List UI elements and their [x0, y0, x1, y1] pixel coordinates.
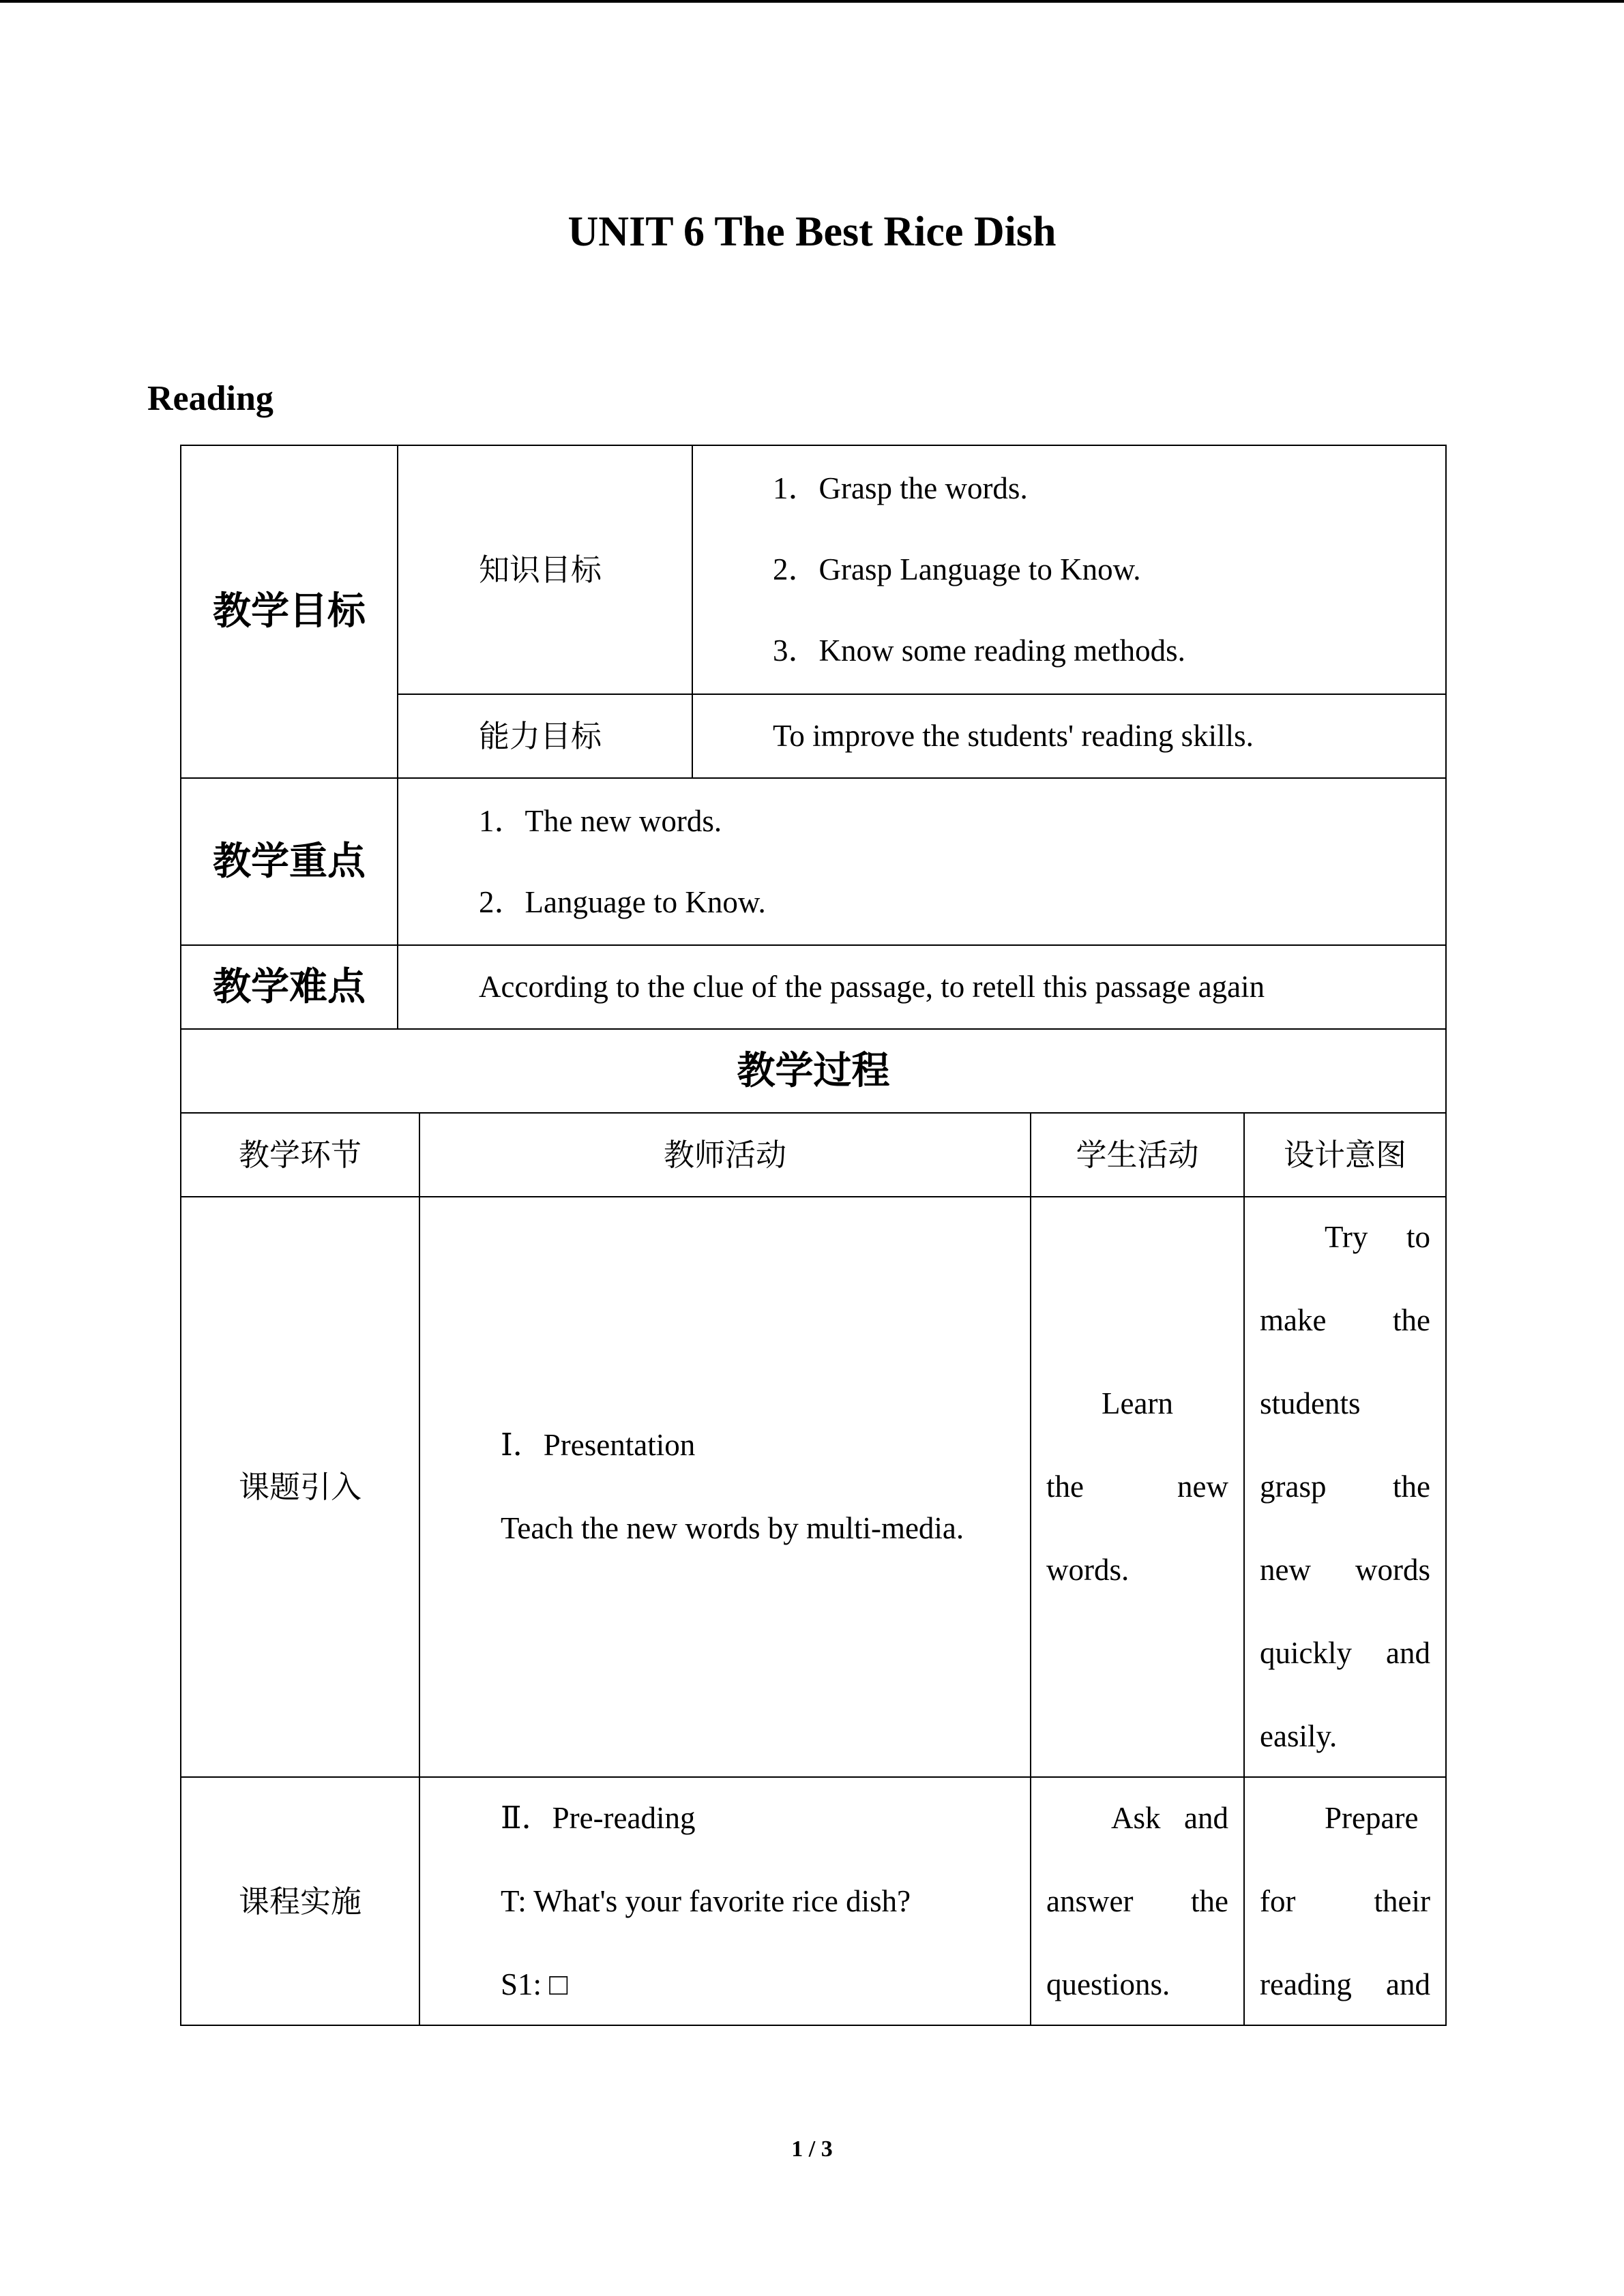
process-header: 教学过程 — [181, 1029, 1446, 1113]
key-points-items — [398, 778, 1446, 945]
teacher-activity-cell — [419, 1197, 1031, 1777]
student-activity-line: questions. — [1046, 1967, 1170, 2001]
column-header-stage: 教学环节 — [181, 1113, 419, 1197]
purpose-cell — [1244, 1777, 1446, 2025]
student-activity-line: answer the — [1046, 1883, 1228, 1918]
column-header-student: 学生活动 — [1031, 1113, 1244, 1197]
knowledge-label: 知识目标 — [398, 445, 692, 694]
purpose-line: make the — [1260, 1303, 1430, 1337]
key-point-item: 1．The new words. — [479, 803, 722, 838]
knowledge-item: 3．Know some reading methods. — [773, 633, 1185, 668]
lesson-plan-table — [180, 445, 1447, 1114]
student-activity-line: words. — [1046, 1553, 1130, 1587]
objectives-header: 教学目标 — [181, 445, 398, 778]
purpose-line: Prepare — [1325, 1800, 1419, 1835]
teacher-activity-line: Ⅱ．Pre-reading — [501, 1800, 696, 1835]
purpose-cell — [1244, 1197, 1446, 1777]
student-activity-line: Ask and — [1111, 1800, 1228, 1835]
process-table — [180, 1112, 1447, 2026]
table-row — [181, 1197, 1446, 1777]
purpose-line: Try to — [1325, 1220, 1430, 1254]
ability-text: To improve the students' reading skills. — [692, 694, 1446, 778]
table-row — [181, 1777, 1446, 2025]
teacher-activity-line: S1: □ — [501, 1967, 568, 2001]
purpose-line: grasp the — [1260, 1470, 1430, 1504]
purpose-line: students — [1260, 1386, 1361, 1420]
column-header-purpose: 设计意图 — [1244, 1113, 1446, 1197]
student-activity-cell — [1031, 1197, 1244, 1777]
purpose-line: for their — [1260, 1883, 1430, 1918]
section-heading: Reading — [147, 379, 274, 418]
purpose-line: quickly and — [1260, 1636, 1430, 1670]
key-point-item: 2．Language to Know. — [479, 884, 766, 919]
teacher-activity-cell — [419, 1777, 1031, 2025]
ability-label: 能力目标 — [398, 694, 692, 778]
purpose-line: reading and — [1260, 1967, 1430, 2001]
document-title: UNIT 6 The Best Rice Dish — [567, 209, 1057, 255]
column-header-teacher: 教师活动 — [419, 1113, 1031, 1197]
page-number: 1 / 3 — [791, 2136, 833, 2162]
key-points-header: 教学重点 — [181, 778, 398, 945]
difficulties-header: 教学难点 — [181, 945, 398, 1029]
knowledge-items — [692, 445, 1446, 694]
difficulties-text: According to the clue of the passage, to retell this passage again — [398, 945, 1446, 1029]
top-border-line — [0, 0, 1624, 3]
stage-cell: 课程实施 — [181, 1777, 419, 2025]
student-activity-line: Learn — [1102, 1386, 1173, 1420]
purpose-line: new words — [1260, 1553, 1430, 1587]
knowledge-item: 1．Grasp the words. — [773, 471, 1028, 505]
student-activity-line: the new — [1046, 1470, 1228, 1504]
student-activity-cell — [1031, 1777, 1244, 2025]
purpose-line: easily. — [1260, 1719, 1338, 1753]
knowledge-item: 2．Grasp Language to Know. — [773, 552, 1141, 586]
teacher-activity-line: Ⅰ．Presentation — [501, 1428, 696, 1462]
teacher-activity-line: Teach the new words by multi-media. — [501, 1511, 964, 1545]
teacher-activity-line: T: What's your favorite rice dish? — [501, 1883, 911, 1918]
stage-cell: 课题引入 — [181, 1197, 419, 1777]
